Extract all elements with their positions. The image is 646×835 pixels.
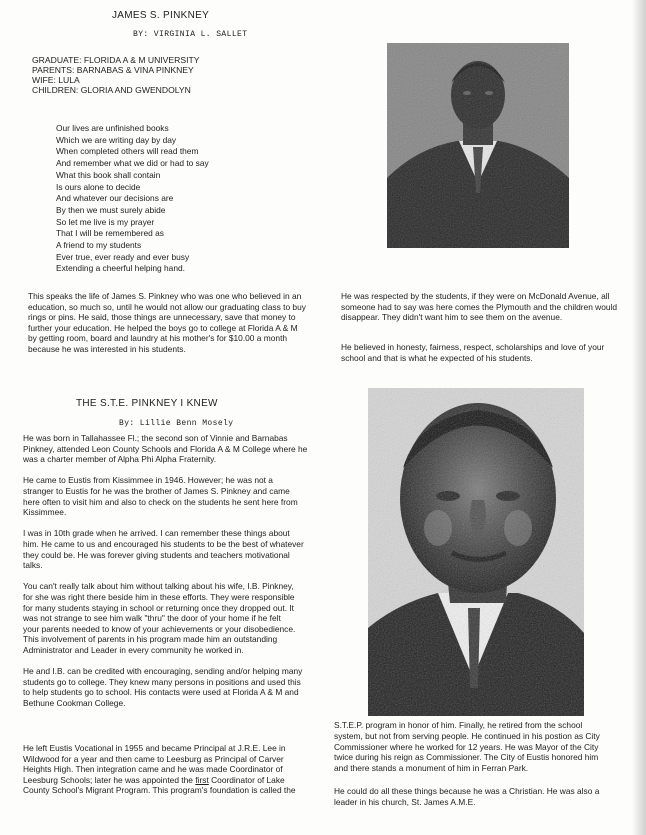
text-line: students go to college. They knew many persons in positions and used this bbox=[23, 676, 301, 687]
article2-body-right-2 bbox=[334, 786, 599, 808]
article1-facts bbox=[32, 55, 199, 95]
article1-body-left bbox=[28, 291, 306, 355]
text-line: I was in 10th grade when he arrived. I can remember these things about bbox=[23, 528, 290, 539]
article2-byline: By: Lillie Benn Mosely bbox=[119, 419, 234, 428]
text-line: A friend to my students bbox=[56, 240, 142, 251]
text-line: your parents needed to know of your achievements or your disobedience. bbox=[23, 623, 296, 634]
article2-paragraphs bbox=[23, 433, 307, 719]
underlined-word: first bbox=[195, 774, 209, 785]
text-line: And remember what we did or had to say bbox=[56, 158, 209, 169]
text-line: Kissimmee. bbox=[23, 507, 67, 518]
article1-body-right-2 bbox=[341, 342, 604, 363]
text-line: He was respected by the students, if they were on McDonald Avenue, all bbox=[341, 291, 610, 301]
text-line: here often to visit him and also to check on the students he sent here from bbox=[23, 496, 298, 507]
text-line bbox=[23, 775, 296, 786]
text-line: was a charter member of Alpha Phi Alpha Fraternity. bbox=[23, 454, 217, 465]
scan-shadow-edge bbox=[632, 0, 646, 835]
text-line: This involvement of parents in his program made him an outstanding bbox=[23, 634, 278, 645]
text-line: Extending a cheerful helping hand. bbox=[56, 263, 185, 274]
text-line: He was born in Tallahassee Fl.; the second son of Vinnie and Barnabas bbox=[23, 433, 288, 443]
text-line: education, so much so, until he would not allow our graduating class to buy bbox=[28, 301, 306, 312]
text-line: This speaks the life of James S. Pinkney who was one who believed in an bbox=[28, 291, 302, 301]
text-line: system, but not from serving people. He continued in his postion as City bbox=[334, 730, 600, 741]
text-line: PARENTS: BARNABAS & VINA PINKNEY bbox=[32, 65, 194, 75]
text-line: WIFE: LULA bbox=[32, 75, 80, 85]
text-line: rings or pins. He said, those things are unnecessary, save that money to bbox=[28, 312, 296, 323]
text-line: him. He came to us and encouraged his students to be the best of whatever bbox=[23, 538, 304, 549]
text-line: He left Eustis Vocational in 1955 and became Principal at J.R.E. Lee in bbox=[23, 743, 286, 753]
text-line: Which we are writing day by day bbox=[56, 134, 177, 145]
text-line: Bethune Cookman College. bbox=[23, 697, 126, 708]
text-line: Wildwood for a year and then came to Leesburg as Principal of Carver bbox=[23, 753, 284, 764]
portrait-photo-ste-pinkney bbox=[368, 388, 584, 716]
text-line: Ever true, ever ready and ever busy bbox=[56, 251, 190, 262]
portrait-photo-james-pinkney bbox=[387, 43, 569, 248]
text-line: for many students staying in school or returning once they dropped out. It bbox=[23, 602, 294, 613]
paragraph bbox=[23, 475, 307, 517]
text-line: He could do all these things because he was a Christian. He was also a bbox=[334, 786, 600, 796]
text-line: by getting room, board and laundry at his mother's for $10.00 a month bbox=[28, 333, 288, 344]
text-line: twice during his reign as Commissioner. The City of Eustis honored him bbox=[334, 752, 599, 763]
paragraph bbox=[23, 433, 307, 465]
text-line: they could be. He was forever giving students and teachers motivational bbox=[23, 549, 290, 560]
paragraph bbox=[23, 666, 307, 708]
text-line: He came to Eustis from Kissimmee in 1946. However; he was not a bbox=[23, 475, 273, 486]
text-fragment: Leesburg Schools; later he was appointed the bbox=[23, 774, 196, 785]
text-line: He believed in honesty, fairness, respect, scholarships and love of your bbox=[341, 342, 605, 352]
article1-body-right-1 bbox=[341, 291, 617, 323]
text-line: to help students go to school. His contacts were used at Florida A & M and bbox=[23, 687, 299, 698]
paragraph bbox=[23, 581, 307, 655]
text-line: talks. bbox=[23, 560, 43, 571]
text-line: So let me live is my prayer bbox=[56, 216, 155, 227]
article1-poem bbox=[56, 123, 209, 275]
text-line: GRADUATE: FLORIDA A & M UNIVERSITY bbox=[32, 55, 200, 65]
text-line: was not strange to see him walk "thru" the door of your home if he felt bbox=[23, 613, 281, 624]
text-line: and there stands a monument of him in Ferran Park. bbox=[334, 763, 529, 774]
text-line: What this book shall contain bbox=[56, 169, 161, 180]
text-line: That I will be remembered as bbox=[56, 228, 164, 239]
text-line: CHILDREN: GLORIA AND GWENDOLYN bbox=[32, 85, 191, 95]
text-line: leader in his church, St. James A.M.E. bbox=[334, 796, 476, 807]
text-line: further your education. He helped the boys go to college at Florida A & M bbox=[28, 322, 298, 333]
text-line: And whatever our decisions are bbox=[56, 193, 174, 204]
text-line: for she was right there beside him in these efforts. They were responsible bbox=[23, 591, 295, 602]
article2-body-right-1 bbox=[334, 720, 600, 774]
article1-byline: BY: VIRGINIA L. SALLET bbox=[133, 30, 248, 39]
text-line: Administrator and Leader in every community he worked in. bbox=[23, 644, 244, 655]
article1-title: JAMES S. PINKNEY bbox=[112, 10, 210, 21]
text-line: stranger to Eustis for he was the brother of James S. Pinkney and came bbox=[23, 485, 290, 496]
text-line: Commissioner where he worked for 12 years. He was Mayor of the City bbox=[334, 741, 599, 752]
text-line: When completed others will read them bbox=[56, 146, 199, 157]
text-line: school and that is what he expected of his students. bbox=[341, 352, 533, 363]
text-line: because he was interested in his students. bbox=[28, 343, 186, 354]
text-line: Heights High. Then integration came and he was made Coordinator of bbox=[23, 764, 283, 775]
article2-last-paragraph bbox=[23, 743, 296, 796]
text-line: Pinkney, attended Leon County Schools and Florida A & M College where he bbox=[23, 443, 308, 454]
text-line: County School's Migrant Program. This program's foundation is called the bbox=[23, 785, 296, 796]
text-line: Is ours alone to decide bbox=[56, 181, 141, 192]
text-line: You can't really talk about him without talking about his wife, I.B. Pinkney, bbox=[23, 581, 294, 592]
text-line: He and I.B. can be credited with encouraging, sending and/or helping many bbox=[23, 666, 303, 677]
article2-title: THE S.T.E. PINKNEY I KNEW bbox=[76, 398, 218, 409]
text-line: By then we must surely abide bbox=[56, 204, 166, 215]
text-line: disappear. They didn't want him to see them on the avenue. bbox=[341, 312, 563, 323]
text-fragment: Coordinator of Lake bbox=[208, 774, 285, 785]
text-line: someone had to say was here comes the Plymouth and the children would bbox=[341, 301, 618, 312]
text-line: Our lives are unfinished books bbox=[56, 123, 169, 133]
text-line: S.T.E.P. program in honor of him. Finally, he retired from the school bbox=[334, 720, 583, 730]
paragraph bbox=[23, 528, 307, 570]
